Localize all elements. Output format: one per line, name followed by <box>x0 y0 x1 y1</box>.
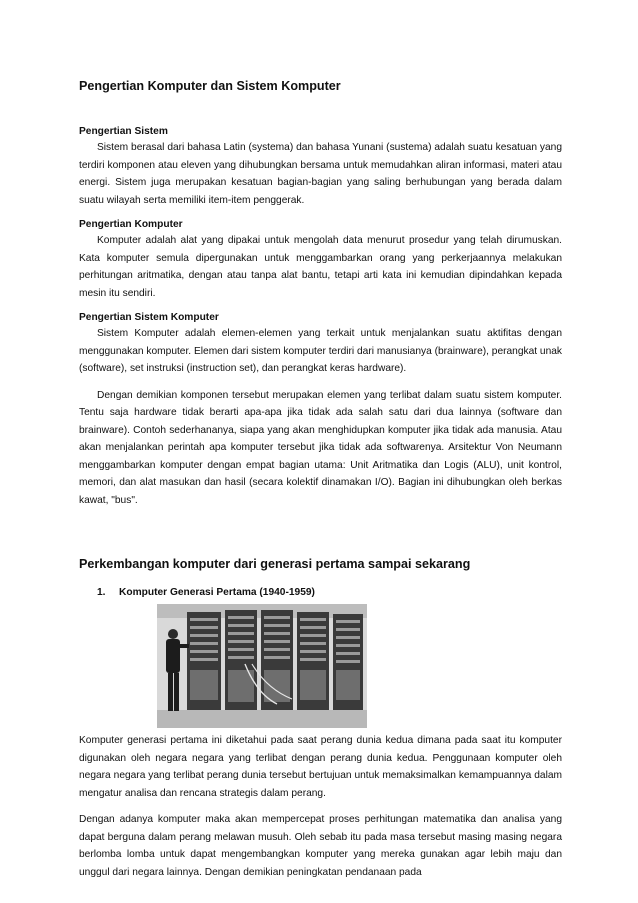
paragraph-sistem-komputer-1: Sistem Komputer adalah elemen-elemen yang terkait untuk menjalankan suatu aktifitas dengan menggunakan komputer. Elemen dari sistem komputer terdiri dari manusianya (brainware), perangkat unak (software), set instruksi (instruction set), dan perangkat keras hardware). <box>79 328 563 374</box>
heading-pengertian-sistem: Pengertian Sistem <box>79 126 168 137</box>
document-body <box>79 78 562 881</box>
document-title: Pengertian Komputer dan Sistem Komputer <box>79 79 341 93</box>
section-title-perkembangan: Perkembangan komputer dari generasi pertama sampai sekarang <box>79 557 471 571</box>
list-item-label: Komputer Generasi Pertama (1940-1959) <box>119 587 315 598</box>
paragraph-generasi-pertama-1: Komputer generasi pertama ini diketahui pada saat perang dunia kedua dimana pada saat itu komputer digunakan oleh negara negara yang terlibat dengan perang dunia kedua. Penggunaan komputer oleh negara negara yang terlibat perang dunia tersebut bertujuan untuk memaksimalkan kemampuannya dalam mengatur analisa dan rencana strategis dalam perang. <box>79 735 562 799</box>
paragraph-generasi-pertama-2: Dengan adanya komputer maka akan mempercepat proses perhitungan matematika dan analisa yang dapat berguna dalam perang melawan musuh. Oleh sebab itu pada masa tersebut masing masing negara berlomba lomba untuk dapat mengembangkan komputer yang mereka gunakan agar lebih maju dan unggul dari negara lainnya. Dengan demikian peningkatan pendanaan pada <box>79 814 562 878</box>
list-item-generasi-pertama <box>79 586 562 600</box>
paragraph-pengertian-komputer: Komputer adalah alat yang dipakai untuk mengolah data menurut prosedur yang telah dirumuskan. Kata komputer semula dipergunakan untuk menggambarkan orang yang perkerjaannya melakukan perhitungan aritmatika, dengan atau tanpa alat bantu, tetapi arti kata ini kemudian dipindahkan kepada mesin itu sendiri. <box>79 235 562 299</box>
paragraph-pengertian-sistem: Sistem berasal dari bahasa Latin (systema) dan bahasa Yunani (sustema) adalah suatu kesatuan yang terdiri komponen atau eleven yang dihubungkan bersama untuk memudahkan aliran informasi, materi atau energi. Sistem juga merupakan kesatuan bagian-bagian yang saling berhubungan yang berada dalam suatu wilayah serta memiliki item-item penggerak. <box>79 142 562 206</box>
heading-pengertian-komputer: Pengertian Komputer <box>79 219 183 230</box>
first-generation-computer-photo <box>157 604 367 728</box>
heading-pengertian-sistem-komputer: Pengertian Sistem Komputer <box>79 312 219 323</box>
paragraph-sistem-komputer-2: Dengan demikian komponen tersebut merupakan elemen yang terlibat dalam suatu sistem komputer. Tentu saja hardware tidak berarti apa-apa jika tidak ada salah satu dari dua lainnya (software dan brainware). Contoh sederhananya, siapa yang akan menghidupkan komputer jika tidak ada manusia. Atau akan menjalankan perintah apa komputer tersebut jika tidak ada softwarenya. Arsitektur Von Neumann menggambarkan komputer dengan empat bagian utama: Unit Aritmatika dan Logis (ALU), unit kontrol, memori, dan alat masukan dan hasil (secara kolektif dinamakan I/O). Bagian ini dihubungkan oleh berkas kawat, "bus". <box>79 389 562 506</box>
list-item-number: 1. <box>97 587 106 598</box>
